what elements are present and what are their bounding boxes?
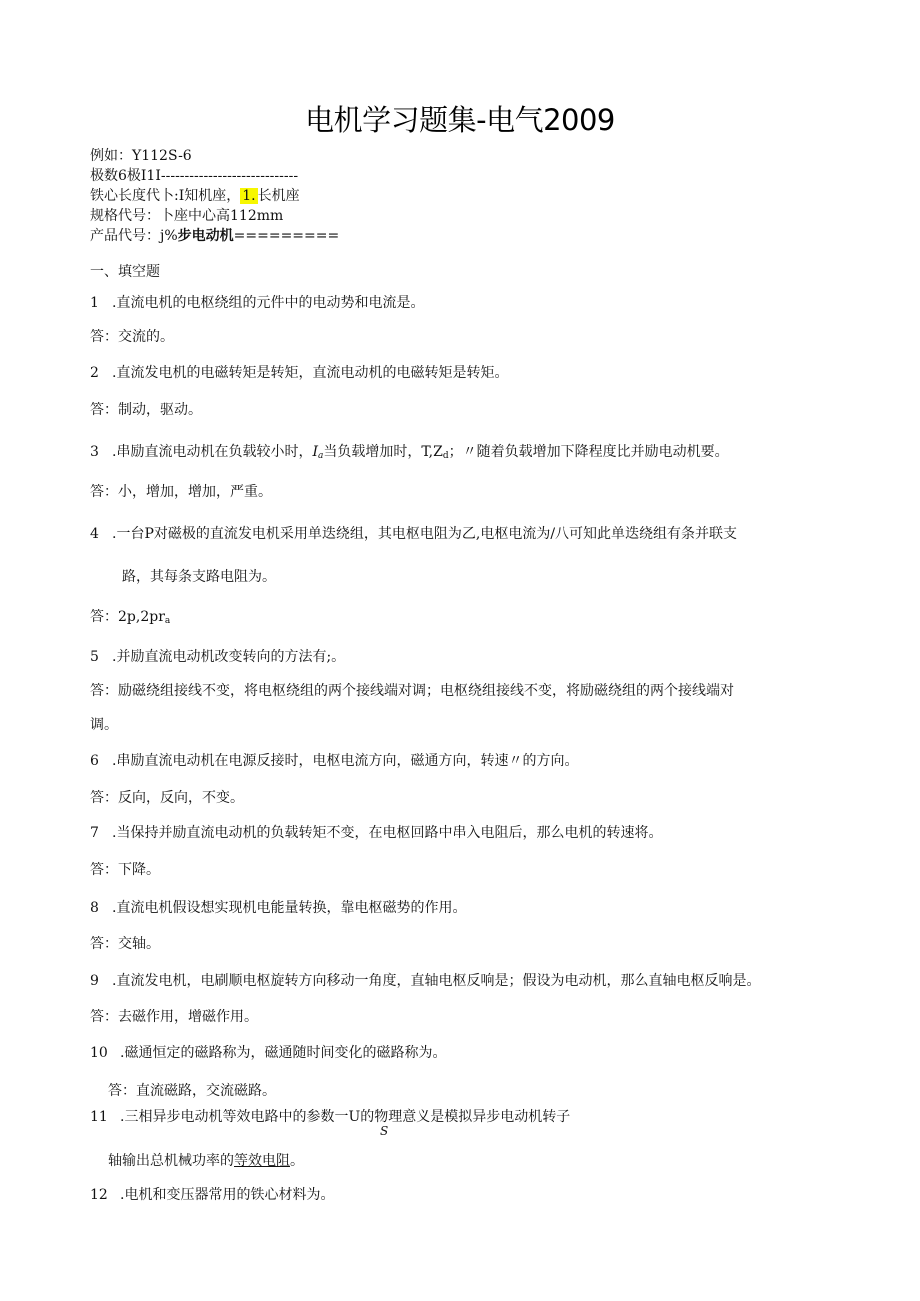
- core-length-text: 铁心长度代卜:I知机座，: [90, 188, 241, 204]
- question-text: .串励直流电动机在负载较小时，: [112, 444, 313, 460]
- question-7: [90, 822, 662, 842]
- question-5: [90, 646, 345, 666]
- question-11: [90, 1106, 570, 1126]
- answer-3: 答：小，增加，增加，严重。: [90, 484, 272, 500]
- answer-text: 答：2p,2pr: [90, 609, 165, 625]
- question-text: .直流电机假设想实现机电能量转换，靠电枢磁势的作用。: [112, 900, 467, 916]
- question-number: 7: [90, 825, 99, 841]
- answer-5-continued: 调。: [90, 717, 118, 733]
- question-1: [90, 292, 424, 312]
- question-text: 。: [290, 1153, 304, 1169]
- question-number: 12: [90, 1187, 108, 1203]
- header-line-example: 例如：Y112S-6: [90, 148, 192, 164]
- question-number: 2: [90, 365, 99, 381]
- question-9: [90, 970, 760, 990]
- question-number: 5: [90, 649, 99, 665]
- header-line-poles: 极数6极I1I-----------------------------: [90, 168, 299, 184]
- product-code-bold: 步电动机: [177, 228, 234, 244]
- answer-9: 答：去磁作用，增磁作用。: [90, 1009, 258, 1025]
- question-text: .并励直流电动机改变转向的方法有;。: [112, 649, 346, 665]
- question-12: [90, 1184, 334, 1204]
- question-2: [90, 362, 508, 382]
- question-text: .串励直流电动机在电源反接时，电枢电流方向，磁通方向，转速〃的方向。: [112, 753, 579, 769]
- header-line-product-code: [90, 226, 339, 246]
- answer-2: 答：制动，驱动。: [90, 402, 202, 418]
- page-title: 电机学习题集-电气2009: [305, 103, 615, 137]
- question-number: 4: [90, 526, 99, 542]
- answer-1: 答：交流的。: [90, 329, 174, 345]
- question-text: .三相异步电动机等效电路中的参数一U的物理意义是模拟异步电动机转子: [120, 1109, 571, 1125]
- question-text: ；〃随着负载增加下降程度比并励电动机要。: [448, 444, 729, 460]
- header-line-core-length: [90, 186, 300, 206]
- question-text: .直流电机的电枢绕组的元件中的电动势和电流是。: [112, 295, 425, 311]
- subscript: d: [442, 451, 449, 461]
- answer-subscript: a: [164, 616, 171, 626]
- question-number: 1: [90, 295, 99, 311]
- question-number: 8: [90, 900, 99, 916]
- question-4-continued: 路，其每条支路电阻为。: [122, 569, 276, 585]
- question-4: [90, 523, 737, 543]
- question-number: 6: [90, 753, 99, 769]
- product-code-text: 产品代号：j%: [90, 228, 178, 244]
- question-text: 当负载增加时，T,Z: [323, 444, 443, 460]
- formula-denominator-s: S: [380, 1124, 389, 1138]
- question-8: [90, 897, 466, 917]
- question-10: [90, 1042, 446, 1062]
- answer-5: 答：励磁绕组接线不变，将电枢绕组的两个接线端对调；电枢绕组接线不变，将励磁绕组的两个接线端对: [90, 683, 734, 699]
- section-heading: 一、填空题: [90, 264, 160, 280]
- answer-7: 答：下降。: [90, 862, 160, 878]
- question-number: 3: [90, 444, 99, 460]
- question-text: 轴输出总机械功率的: [108, 1153, 234, 1169]
- question-6: [90, 750, 578, 770]
- question-text: .电机和变压器常用的铁心材料为。: [120, 1187, 335, 1203]
- core-length-text-end: 长机座: [257, 188, 300, 204]
- question-text: .直流发电机，电刷顺电枢旋转方向移动一角度，直轴电枢反响是；假设为电动机，那么直轴电枢反响是。: [112, 973, 761, 989]
- highlighted-text: 1.: [242, 188, 256, 204]
- header-line-spec-code: 规格代号：卜座中心高112mm: [90, 208, 284, 224]
- current-symbol: I: [312, 444, 318, 460]
- question-11-continued: [108, 1150, 304, 1170]
- question-3: [90, 441, 729, 461]
- question-number: 10: [90, 1045, 108, 1061]
- current-subscript: a: [317, 451, 324, 461]
- question-text: .当保持并励直流电动机的负载转矩不变，在电枢回路中串入电阻后，那么电机的转速将。: [112, 825, 663, 841]
- question-number: 9: [90, 973, 99, 989]
- question-text: .一台P对磁极的直流发电机采用单迭绕组，其电枢电阻为乙,电枢电流为/八可知此单迭绕组有条并联支: [112, 526, 738, 542]
- product-code-end: =========: [233, 228, 340, 244]
- answer-6: 答：反向，反向，不变。: [90, 790, 244, 806]
- underlined-answer: 等效电阻: [234, 1153, 290, 1169]
- question-number: 11: [90, 1109, 108, 1125]
- question-text: .直流发电机的电磁转矩是转矩，直流电动机的电磁转矩是转矩。: [112, 365, 509, 381]
- answer-4: [90, 606, 170, 626]
- question-text: .磁通恒定的磁路称为，磁通随时间变化的磁路称为。: [120, 1045, 447, 1061]
- answer-8: 答：交轴。: [90, 936, 160, 952]
- answer-10: 答：直流磁路，交流磁路。: [108, 1083, 276, 1099]
